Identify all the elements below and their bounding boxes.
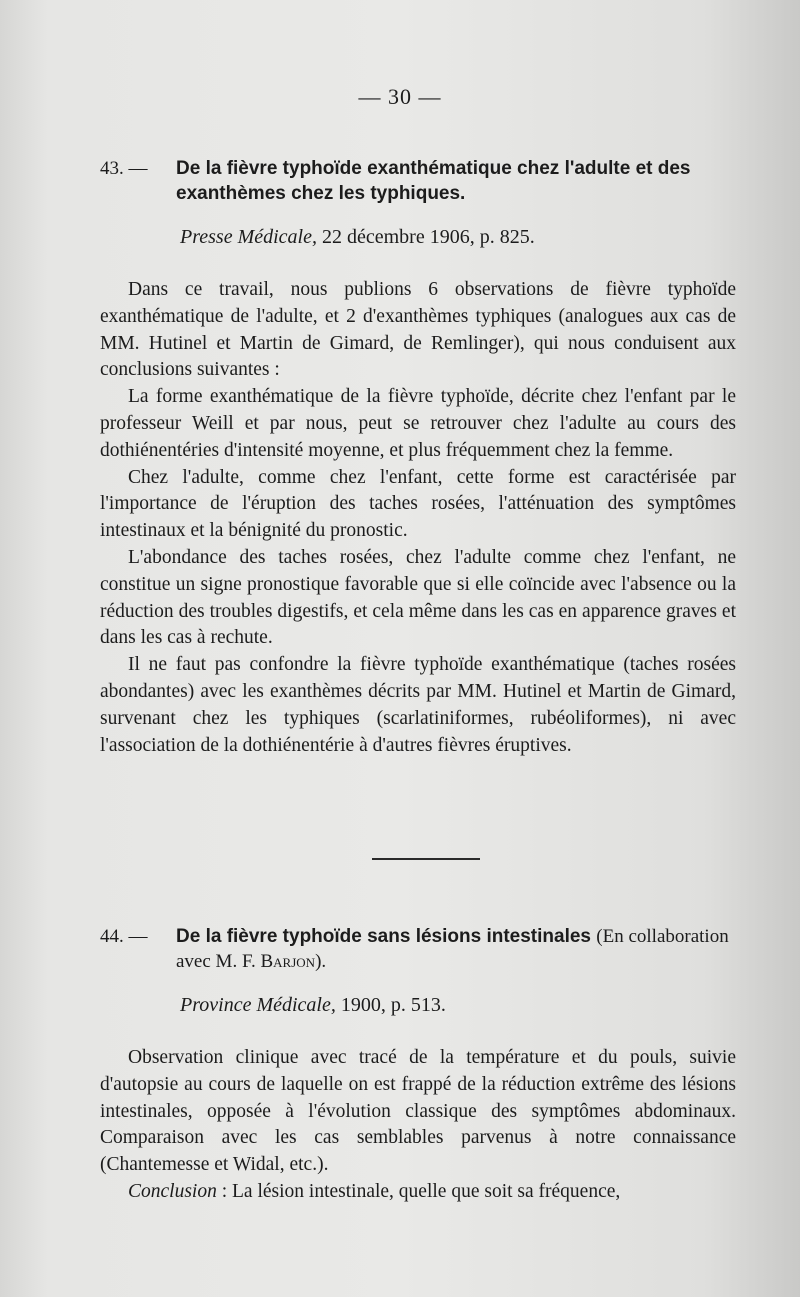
entry-body <box>100 277 736 759</box>
entry-title: De la fièvre typhoïde exanthématique chez l'adulte et des exanthèmes chez les typhiques. <box>176 158 691 204</box>
page-number: — 30 — <box>358 84 442 109</box>
paragraph: Chez l'adulte, comme chez l'enfant, cette forme est caractérisée par l'importance de l'éruption des taches rosées, l'atténuation des symptômes intestinaux et la bénignité du pronostic. <box>100 466 736 542</box>
paragraph: Dans ce travail, nous publions 6 observations de fièvre typhoïde exanthématique de l'adulte, et 2 d'exanthèmes typhiques (analogues aux cas de MM. Hutinel et Martin de Gimard, de Remlinger), qui nous conduisent aux conclusions suivantes : <box>100 279 736 381</box>
source-journal: Province Médicale, <box>180 994 336 1016</box>
conclusion-text: : La lésion intestinale, quelle que soit sa fréquence, <box>216 1180 621 1202</box>
paragraph: L'abondance des taches rosées, chez l'adulte comme chez l'enfant, ne constitue un signe pronostique favorable que si elle coïncide avec l'absence ou la réduction des troubles digestifs, et cela même dans les cas en apparence graves et dans les cas à rechute. <box>100 546 736 649</box>
collab-suffix: ). <box>315 951 327 972</box>
paragraph: La forme exanthématique de la fièvre typhoïde, décrite chez l'enfant par le professeur Weill et par nous, peut se retrouver chez l'adulte au cours des dothiénentéries d'intensité moyenne, et plus fréquemment chez la femme. <box>100 386 736 461</box>
entry-source <box>100 226 736 249</box>
bibliography-entry <box>100 924 736 1206</box>
paragraph: Observation clinique avec tracé de la température et du pouls, suivie d'autopsie au cours de laquelle on est frappé de la réduction extrême des lésions intestinales, opposée à l'évolution classique des symptômes abdominaux. Comparaison avec les cas semblables parvenus à notre connaissance (Chantemesse et Widal, etc.). <box>100 1047 736 1176</box>
collab-prefix: (En collaboration avec M. F. <box>176 926 729 972</box>
entry-title: De la fièvre typhoïde sans lésions intestinales <box>176 926 591 947</box>
entry-heading <box>100 156 736 206</box>
section-divider <box>372 858 480 860</box>
entry-number: 43. — <box>100 158 148 179</box>
source-journal: Presse Médicale, <box>180 226 317 248</box>
entry-body <box>100 1045 736 1206</box>
bibliography-entry <box>100 156 736 759</box>
entry-number: 44. — <box>100 926 148 947</box>
paragraph <box>100 1179 736 1206</box>
conclusion-label: Conclusion <box>128 1180 217 1202</box>
source-details: 1900, p. 513. <box>340 994 446 1016</box>
entry-source <box>100 994 736 1017</box>
entry-heading <box>100 924 736 974</box>
paragraph: Il ne faut pas confondre la fièvre typhoïde exanthématique (taches rosées abondantes) avec les exanthèmes décrits par MM. Hutinel et Martin de Gimard, survenant chez les typhiques (scarlatiniformes, rubéoliformes), ni avec l'association de la dothiénentérie à d'autres fièvres éruptives. <box>100 654 736 756</box>
collab-name: Barjon <box>260 951 316 972</box>
source-details: 22 décembre 1906, p. 825. <box>321 226 535 248</box>
